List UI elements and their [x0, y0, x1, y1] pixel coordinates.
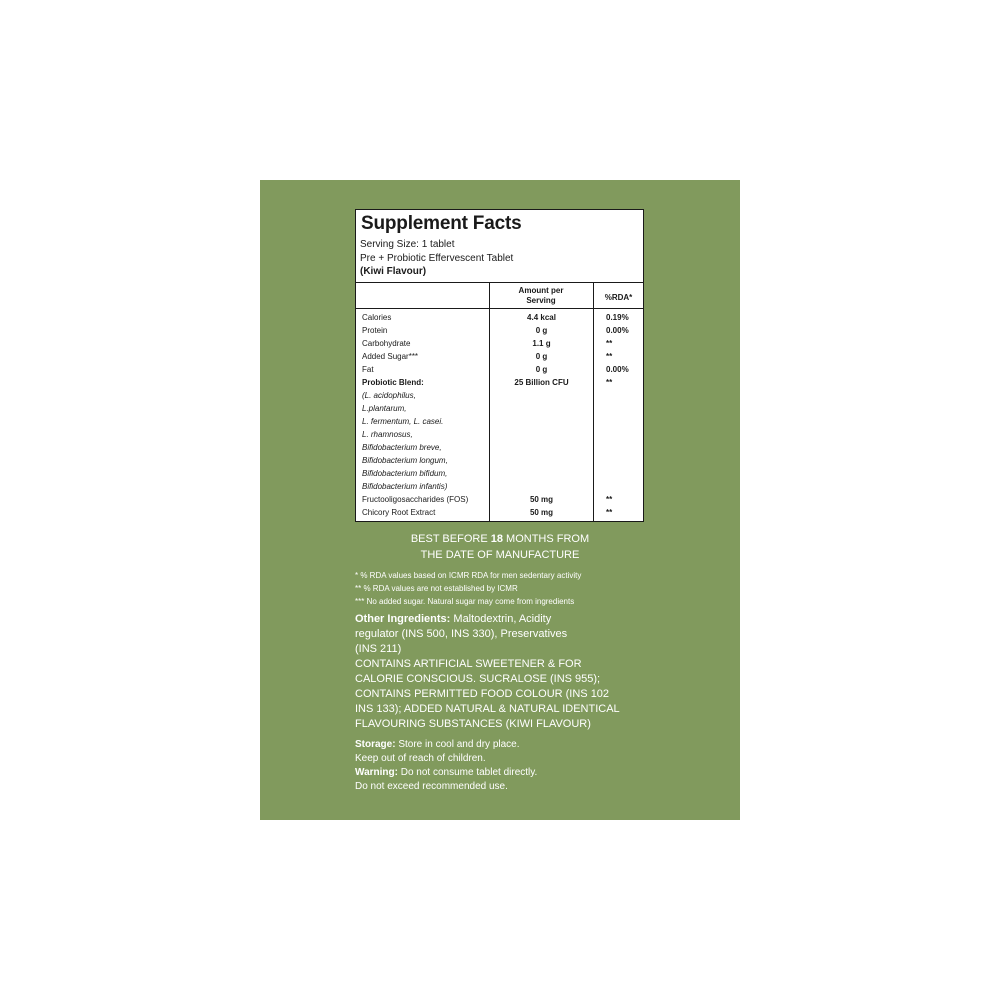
row-name: Fructooligosaccharides (FOS)	[362, 495, 469, 504]
row-amount: 25 Billion CFU	[514, 378, 569, 387]
header-divider	[356, 282, 643, 283]
col-amount-header: Amount per Serving	[518, 286, 564, 305]
table-row	[356, 363, 643, 376]
best-before	[260, 531, 740, 563]
row-amount: 0 g	[535, 326, 548, 335]
supplement-facts-box	[355, 209, 644, 522]
ingredients-text: Maltodextrin, Acidity	[450, 613, 552, 625]
row-name: Protein	[362, 326, 388, 335]
label-panel	[260, 180, 740, 820]
row-amount: 50 mg	[529, 508, 554, 517]
table-row	[356, 337, 643, 350]
table-row	[356, 376, 643, 389]
blend-text: Bifidobacterium infantis)	[362, 482, 448, 491]
blend-text: L.plantarum,	[362, 404, 407, 413]
row-rda: 0.00%	[606, 365, 629, 374]
row-rda: **	[606, 495, 613, 504]
warning-info	[355, 766, 537, 794]
row-name: Chicory Root Extract	[362, 508, 436, 517]
blend-text: L. fermentum, L. casei.	[362, 417, 444, 426]
rda-note-1: * % RDA values based on ICMR RDA for men sedentary activity	[355, 571, 582, 580]
ingredients-line: regulator (INS 500, INS 330), Preservatives	[355, 628, 568, 640]
facts-title: Supplement Facts	[361, 213, 522, 234]
warning-text: Do not consume tablet directly.	[397, 767, 538, 778]
row-rda: **	[606, 508, 613, 517]
best-before-months: 18	[490, 533, 503, 545]
flavour: (Kiwi Flavour)	[360, 266, 427, 277]
blend-item	[356, 467, 643, 480]
row-rda: **	[606, 352, 613, 361]
row-name: Carbohydrate	[362, 339, 411, 348]
blend-text: Bifidobacterium longum,	[362, 456, 448, 465]
table-row	[356, 350, 643, 363]
row-name: Added Sugar***	[362, 352, 419, 361]
blend-text: (L. acidophilus,	[362, 391, 416, 400]
row-rda: **	[606, 378, 613, 387]
ingredients-line	[355, 612, 655, 627]
product-name: Pre + Probiotic Effervescent Tablet	[360, 253, 514, 264]
row-name: Fat	[362, 365, 374, 374]
table-row	[356, 493, 643, 506]
blend-item	[356, 441, 643, 454]
row-amount: 4.4 kcal	[527, 313, 556, 322]
best-before-suffix: MONTHS FROM	[502, 533, 590, 545]
row-rda: 0.00%	[606, 326, 629, 335]
blend-item	[356, 415, 643, 428]
blend-item	[356, 454, 643, 467]
row-amount: 1.1 g	[532, 339, 551, 348]
best-before-line1	[260, 531, 740, 547]
best-before-prefix: BEST BEFORE	[410, 533, 491, 545]
blend-item	[356, 480, 643, 493]
table-row	[356, 506, 643, 519]
col-rda-header: %RDA*	[604, 293, 633, 302]
row-amount: 0 g	[535, 365, 548, 374]
warning-line	[355, 766, 537, 780]
blend-text: Bifidobacterium breve,	[362, 443, 442, 452]
ingredients-line: CALORIE CONSCIOUS. SUCRALOSE (INS 955);	[355, 673, 601, 685]
warning-line: Do not exceed recommended use.	[355, 781, 508, 792]
other-ingredients	[355, 612, 655, 732]
rda-note-2: ** % RDA values are not established by ICMR	[355, 584, 518, 593]
table-row	[356, 311, 643, 324]
ingredients-line: CONTAINS ARTIFICIAL SWEETENER & FOR	[355, 658, 582, 670]
blend-text: L. rhamnosus,	[362, 430, 413, 439]
serving-size: Serving Size: 1 tablet	[360, 239, 455, 250]
storage-label: Storage:	[355, 739, 396, 750]
ingredients-line: CONTAINS PERMITTED FOOD COLOUR (INS 102	[355, 688, 610, 700]
ingredients-line: FLAVOURING SUBSTANCES (KIWI FLAVOUR)	[355, 718, 591, 730]
blend-item	[356, 402, 643, 415]
row-rda: **	[606, 339, 613, 348]
rda-note-3: *** No added sugar. Natural sugar may come from ingredients	[355, 597, 575, 606]
best-before-line2: THE DATE OF MANUFACTURE	[420, 549, 580, 561]
row-amount: 50 mg	[529, 495, 554, 504]
blend-item	[356, 389, 643, 402]
row-amount: 0 g	[535, 352, 548, 361]
storage-line: Keep out of reach of children.	[355, 753, 486, 764]
warning-label: Warning:	[355, 767, 398, 778]
blend-text: Bifidobacterium bifidum,	[362, 469, 448, 478]
ingredients-line: (INS 211)	[355, 643, 402, 655]
blend-item	[356, 428, 643, 441]
ingredients-label: Other Ingredients:	[355, 613, 451, 625]
row-rda: 0.19%	[606, 313, 629, 322]
row-name: Probiotic Blend:	[362, 378, 424, 387]
ingredients-line: INS 133); ADDED NATURAL & NATURAL IDENTICAL	[355, 703, 620, 715]
storage-info	[355, 738, 520, 766]
storage-line	[355, 738, 520, 752]
row-name: Calories	[362, 313, 392, 322]
storage-text: Store in cool and dry place.	[395, 739, 520, 750]
table-row	[356, 324, 643, 337]
subheader-divider	[356, 308, 643, 309]
